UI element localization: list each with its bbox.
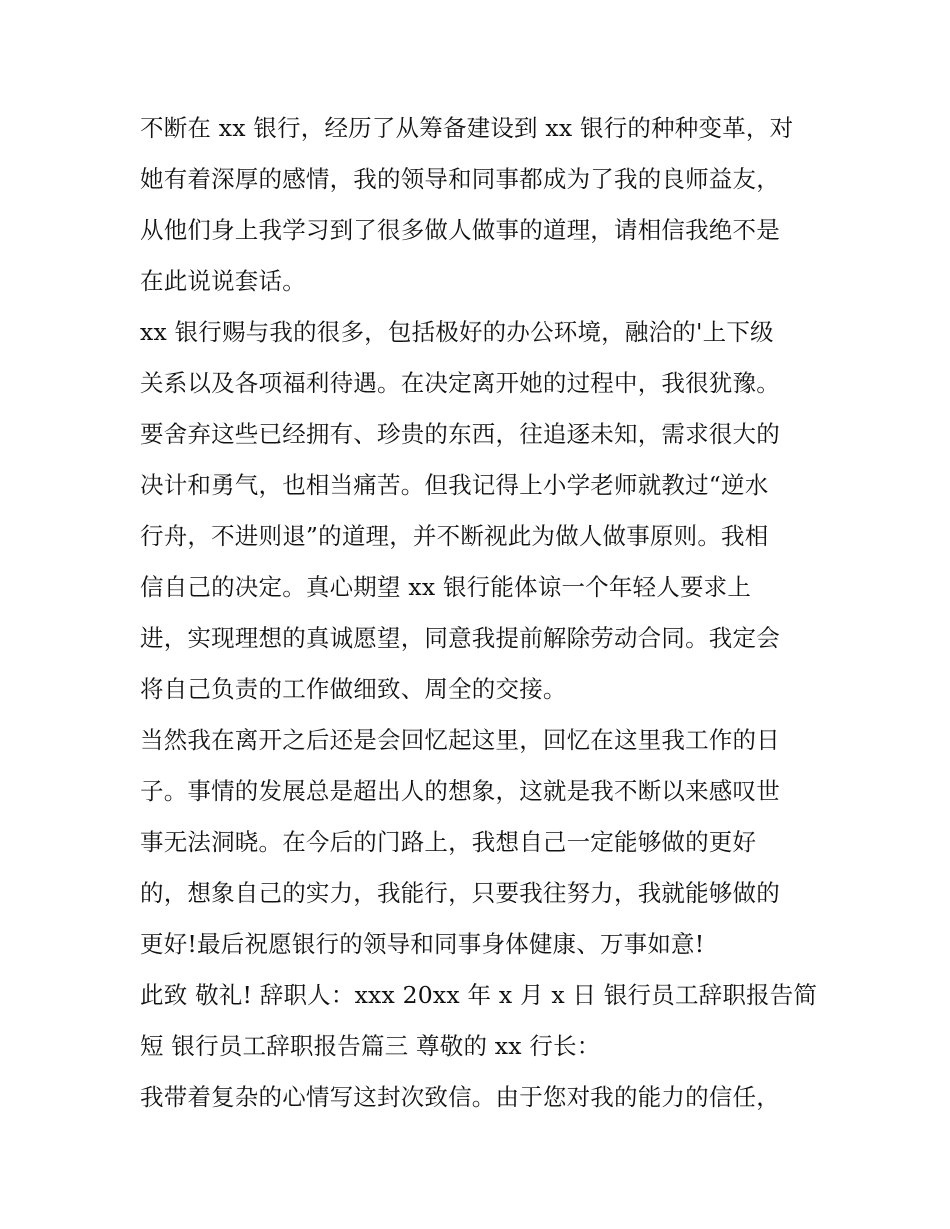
text-line: 行舟，不进则退”的道理，并不断视此为做人做事原则。我相 [140, 522, 769, 550]
text-line: 她有着深厚的感情，我的领导和同事都成为了我的良师益友， [140, 165, 780, 193]
text-line: 当然我在离开之后还是会回忆起这里，回忆在这里我工作的日 [140, 726, 780, 754]
text-line: 决计和勇气，也相当痛苦。但我记得上小学老师就教过“逆水 [140, 471, 769, 499]
text-line: 从他们身上我学习到了很多做人做事的道理，请相信我绝不是 [140, 216, 780, 244]
text-line: 我带着复杂的心情写这封次致信。由于您对我的能力的信任， [140, 1083, 780, 1111]
text-line: 短 银行员工辞职报告篇三 尊敬的 xx 行长： [140, 1032, 601, 1060]
document-body [140, 103, 830, 1123]
text-line: 关系以及各项福利待遇。在决定离开她的过程中，我很犹豫。 [140, 369, 780, 397]
text-line: 子。事情的发展总是超出人的想象，这就是我不断以来感叹世 [140, 777, 780, 805]
text-line: 在此说说套话。 [140, 267, 306, 295]
text-line: 进，实现理想的真诚愿望，同意我提前解除劳动合同。我定会 [140, 624, 780, 652]
text-line: 信自己的决定。真心期望 xx 银行能体谅一个年轻人要求上 [140, 573, 752, 601]
text-line: 要舍弃这些已经拥有、珍贵的东西，往追逐未知，需求很大的 [140, 420, 780, 448]
text-line: 的，想象自己的实力，我能行，只要我往努力，我就能够做的 [140, 879, 780, 907]
text-line: 更好!最后祝愿银行的领导和同事身体健康、万事如意! [140, 930, 705, 958]
text-line: 事无法洞晓。在今后的门路上，我想自己一定能够做的更好 [140, 828, 757, 856]
text-line: 将自己负责的工作做细致、周全的交接。 [140, 675, 567, 703]
text-line: xx 银行赐与我的很多，包括极好的办公环境，融洽的'上下级 [140, 318, 774, 346]
text-line: 不断在 xx 银行，经历了从筹备建设到 xx 银行的种种变革，对 [140, 114, 794, 142]
text-line: 此致 敬礼! 辞职人：xxx 20xx 年 x 月 x 日 银行员工辞职报告简 [140, 981, 818, 1009]
